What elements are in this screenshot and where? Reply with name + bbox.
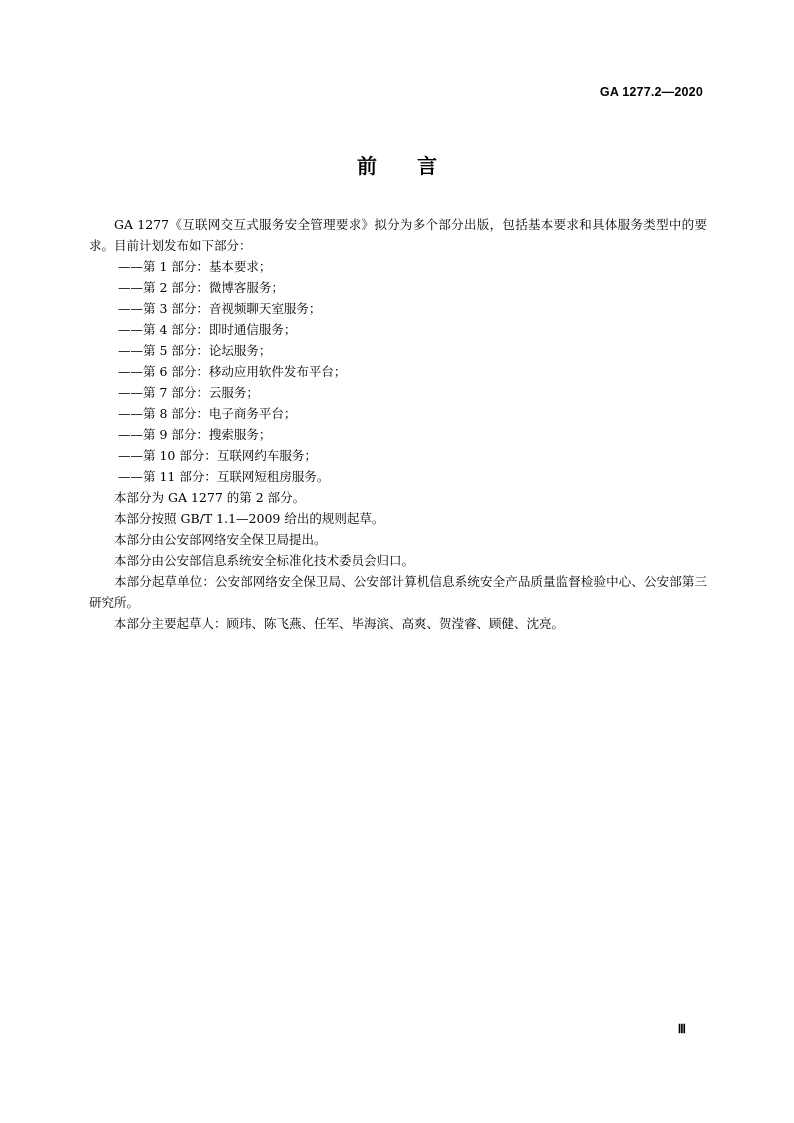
intro-paragraph: GA 1277《互联网交互式服务安全管理要求》拟分为多个部分出版，包括基本要求和具体服务类型中的要求。目前计划发布如下部分： — [89, 217, 707, 253]
list-item: ——第 11 部分：互联网短租房服务。 — [118, 469, 330, 484]
list-item: ——第 4 部分：即时通信服务； — [118, 322, 297, 337]
page-title: 前言 — [357, 154, 477, 178]
list-item: ——第 10 部分：互联网约车服务； — [118, 448, 317, 463]
paragraph: 本部分由公安部网络安全保卫局提出。 — [114, 532, 327, 547]
list-item: ——第 8 部分：电子商务平台； — [118, 406, 297, 421]
document-code: GA 1277.2—2020 — [599, 85, 703, 99]
list-item: ——第 1 部分：基本要求； — [118, 259, 272, 274]
parts-list — [89, 256, 707, 487]
page-number: Ⅲ — [677, 1022, 686, 1036]
paragraph: 本部分为 GA 1277 的第 2 部分。 — [114, 490, 306, 505]
paragraph: 本部分起草单位：公安部网络安全保卫局、公安部计算机信息系统安全产品质量监督检验中心、公安部第三研究所。 — [89, 574, 707, 610]
list-item: ——第 6 部分：移动应用软件发布平台； — [118, 364, 347, 379]
list-item: ——第 2 部分：微博客服务； — [118, 280, 284, 295]
paragraph: 本部分主要起草人：顾玮、陈飞燕、任军、毕海滨、高爽、贺滢睿、顾健、沈亮。 — [114, 616, 565, 631]
paragraph: 本部分按照 GB/T 1.1—2009 给出的规则起草。 — [114, 511, 385, 526]
list-item: ——第 3 部分：音视频聊天室服务； — [118, 301, 322, 316]
document-body — [89, 214, 707, 634]
paragraph: 本部分由公安部信息系统安全标准化技术委员会归口。 — [114, 553, 415, 568]
list-item: ——第 9 部分：搜索服务； — [118, 427, 272, 442]
list-item: ——第 7 部分：云服务； — [118, 385, 259, 400]
list-item: ——第 5 部分：论坛服务； — [118, 343, 272, 358]
